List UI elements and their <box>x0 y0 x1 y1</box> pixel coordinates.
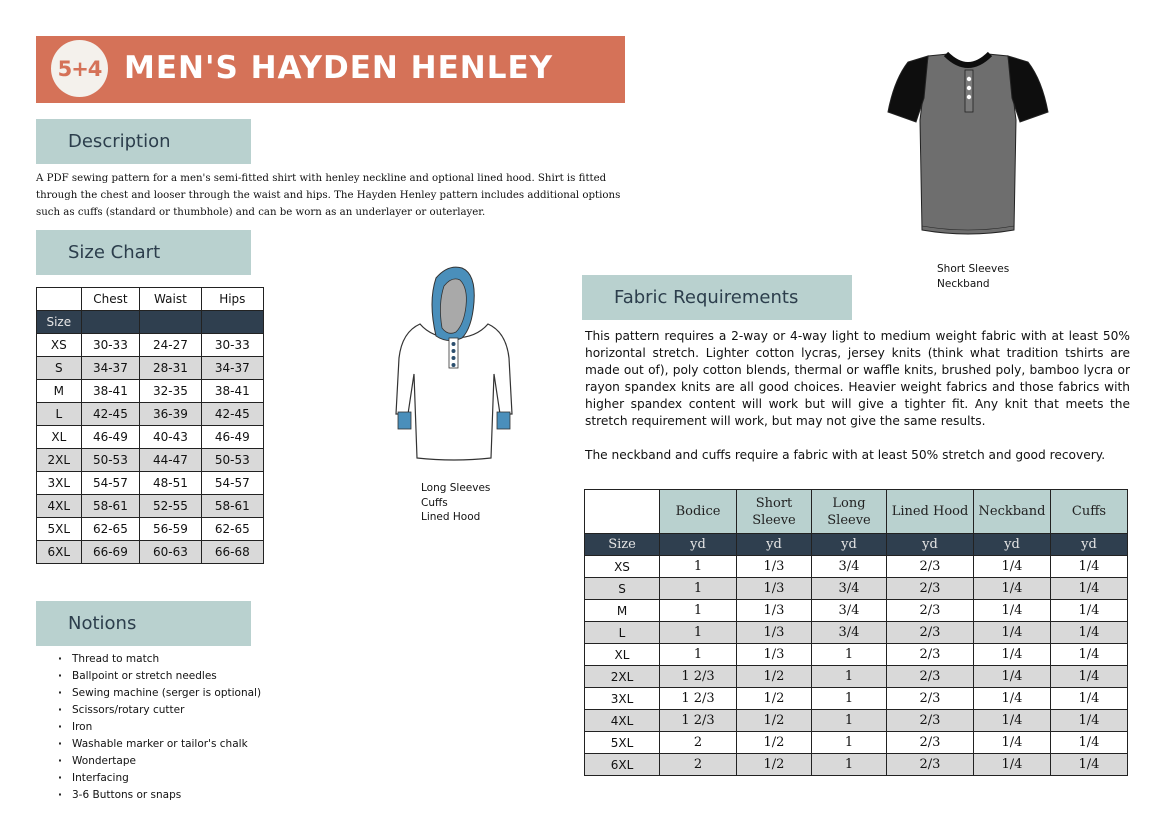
hoodie-caption-line: Lined Hood <box>421 511 481 523</box>
size-chart-row <box>37 449 264 472</box>
size-chart-cell-waist: 60-63 <box>140 541 201 564</box>
description-text: A PDF sewing pattern for a men's semi-fitted shirt with henley neckline and optional lined hood. Shirt is fitted through the chest and looser through the waist and hips. The Hayden Henley pattern includes additional options such as cuffs (standard or thumbhole) and can be worn as an underlayer or outerlayer. <box>36 173 621 218</box>
fabric-cell-value: 3/4 <box>812 578 887 600</box>
size-chart-row <box>37 334 264 357</box>
size-chart-heading-label: Size Chart <box>68 242 161 263</box>
fabric-unit-cell: yd <box>887 534 974 556</box>
size-chart-cell-hips: 34-37 <box>201 357 263 380</box>
fabric-cell-size: 2XL <box>585 666 660 688</box>
fabric-table-row <box>585 600 1128 622</box>
description-heading-label: Description <box>68 131 171 152</box>
size-chart-size-label: Size <box>37 311 82 334</box>
fabric-unit-cell: yd <box>737 534 812 556</box>
size-chart-cell-size: 4XL <box>37 495 82 518</box>
fabric-cell-size: XL <box>585 644 660 666</box>
notion-item: · Ballpoint or stretch needles <box>58 668 261 685</box>
tshirt-caption-line: Short Sleeves <box>937 263 1010 275</box>
placket-button <box>452 349 456 353</box>
tshirt-caption-line: Neckband <box>937 277 990 290</box>
fabric-cell-value: 1 <box>812 644 887 666</box>
size-chart-row <box>37 472 264 495</box>
fabric-cell-value: 2/3 <box>887 622 974 644</box>
size-chart-cell-waist: 32-35 <box>140 380 201 403</box>
fabric-cell-value: 1/3 <box>737 622 812 644</box>
fabric-cell-value: 1 <box>812 666 887 688</box>
fabric-cell-value: 1 <box>812 754 887 776</box>
fabric-cell-size: L <box>585 622 660 644</box>
fabric-table-row <box>585 578 1128 600</box>
fabric-cell-value: 1/4 <box>974 710 1051 732</box>
fabric-cell-value: 1/3 <box>737 644 812 666</box>
fabric-table-header-row <box>585 490 1128 534</box>
fabric-cell-value: 2/3 <box>887 666 974 688</box>
fabric-cell-value: 2 <box>660 754 737 776</box>
fabric-cell-value: 2/3 <box>887 754 974 776</box>
size-chart-cell-waist: 44-47 <box>140 449 201 472</box>
size-chart-cell-hips: 66-68 <box>201 541 263 564</box>
size-chart-row <box>37 357 264 380</box>
fabric-col-header: Long Sleeve <box>812 490 887 534</box>
fabric-table-row <box>585 644 1128 666</box>
fabric-col-header: Short Sleeve <box>737 490 812 534</box>
fabric-cell-value: 3/4 <box>812 556 887 578</box>
fabric-cell-value: 1/4 <box>974 578 1051 600</box>
fabric-cell-value: 1/2 <box>737 688 812 710</box>
fabric-cell-value: 1/2 <box>737 754 812 776</box>
fabric-requirements-table <box>584 489 1128 776</box>
fabric-cell-value: 1/4 <box>974 556 1051 578</box>
fabric-cell-size: 6XL <box>585 754 660 776</box>
size-chart-row <box>37 403 264 426</box>
size-chart-cell-hips: 58-61 <box>201 495 263 518</box>
notion-item: · Wondertape <box>58 753 261 770</box>
fabric-table-row <box>585 622 1128 644</box>
fabric-table-row <box>585 666 1128 688</box>
size-chart-cell-waist: 48-51 <box>140 472 201 495</box>
size-chart-corner-cell <box>37 288 82 311</box>
left-cuff <box>398 412 411 429</box>
fabric-cell-value: 1/4 <box>1051 710 1128 732</box>
fabric-description <box>585 328 1130 464</box>
fabric-heading <box>582 275 852 320</box>
fabric-cell-value: 1/4 <box>974 732 1051 754</box>
size-chart-cell-hips: 38-41 <box>201 380 263 403</box>
size-chart-col-header: Chest <box>81 288 140 311</box>
size-chart-row <box>37 541 264 564</box>
fabric-cell-value: 1/4 <box>1051 644 1128 666</box>
notion-item: · Interfacing <box>58 770 261 787</box>
fabric-cell-size: S <box>585 578 660 600</box>
fabric-col-header: Bodice <box>660 490 737 534</box>
fabric-cell-value: 2/3 <box>887 600 974 622</box>
fabric-cell-value: 1/4 <box>1051 754 1128 776</box>
size-chart-cell-size: 2XL <box>37 449 82 472</box>
size-chart-cell-waist: 36-39 <box>140 403 201 426</box>
size-chart-cell-chest: 50-53 <box>81 449 140 472</box>
size-chart-cell-hips: 42-45 <box>201 403 263 426</box>
fabric-cell-value: 2/3 <box>887 732 974 754</box>
fabric-unit-cell: yd <box>974 534 1051 556</box>
notion-item: · Washable marker or tailor's chalk <box>58 736 261 753</box>
size-chart-cell-waist: 28-31 <box>140 357 201 380</box>
size-chart-cell-size: S <box>37 357 82 380</box>
placket-button <box>452 356 456 360</box>
fabric-cell-value: 1/4 <box>1051 600 1128 622</box>
hoodie-caption-line: Cuffs <box>421 496 448 509</box>
fabric-cell-size: 3XL <box>585 688 660 710</box>
brand-logo <box>51 40 108 97</box>
size-chart-size-label-row <box>37 311 264 334</box>
fabric-cell-value: 1/2 <box>737 666 812 688</box>
fabric-cell-value: 1 <box>660 622 737 644</box>
fabric-cell-value: 3/4 <box>812 622 887 644</box>
size-chart-cell-size: XL <box>37 426 82 449</box>
fabric-cell-value: 1/2 <box>737 710 812 732</box>
size-chart-row <box>37 426 264 449</box>
size-chart-col-header: Hips <box>201 288 263 311</box>
size-chart-cell-chest: 42-45 <box>81 403 140 426</box>
fabric-table-row <box>585 732 1128 754</box>
fabric-cell-value: 1 <box>660 644 737 666</box>
fabric-cell-value: 1/3 <box>737 578 812 600</box>
placket-button <box>452 342 456 346</box>
size-chart-cell-size: M <box>37 380 82 403</box>
size-chart-empty-cell <box>201 311 263 334</box>
size-chart-row <box>37 495 264 518</box>
fabric-cell-value: 1 2/3 <box>660 666 737 688</box>
fabric-cell-value: 1 <box>812 688 887 710</box>
fabric-unit-cell: yd <box>812 534 887 556</box>
size-chart-cell-waist: 40-43 <box>140 426 201 449</box>
fabric-cell-value: 1/4 <box>1051 666 1128 688</box>
fabric-table-row <box>585 688 1128 710</box>
size-chart-header-row <box>37 288 264 311</box>
notion-item: · Iron <box>58 719 261 736</box>
fabric-cell-size: M <box>585 600 660 622</box>
fabric-cell-size: XS <box>585 556 660 578</box>
size-chart-cell-chest: 66-69 <box>81 541 140 564</box>
hoodie-caption <box>421 481 490 525</box>
notion-item: · 3-6 Buttons or snaps <box>58 787 261 804</box>
fabric-cell-value: 1/4 <box>974 688 1051 710</box>
fabric-cell-value: 2/3 <box>887 578 974 600</box>
fabric-paragraph: This pattern requires a 2-way or 4-way light to medium weight fabric with at least 50% horizontal stretch. Lighter cotton lycras, jersey knits (think what tradition tshirts are made out of), poly cotton blends, thermal or waffle knits, brushed poly, bamboo lycra or rayon spandex knits are all good choices. Heavier weight fabrics and those fabrics with higher spandex content will work but will give a tighter fit. Any knit that meets the stretch requirement will work, but may not give the same results. <box>585 329 1130 428</box>
size-chart-cell-chest: 46-49 <box>81 426 140 449</box>
fabric-cell-value: 1/3 <box>737 600 812 622</box>
fabric-size-label: Size <box>585 534 660 556</box>
fabric-cell-value: 1 <box>812 732 887 754</box>
size-chart-cell-size: 3XL <box>37 472 82 495</box>
size-chart-cell-chest: 30-33 <box>81 334 140 357</box>
size-chart-cell-waist: 52-55 <box>140 495 201 518</box>
size-chart-cell-size: L <box>37 403 82 426</box>
fabric-cell-value: 1/4 <box>1051 622 1128 644</box>
fabric-col-header: Lined Hood <box>887 490 974 534</box>
fabric-cell-value: 2/3 <box>887 710 974 732</box>
size-chart-cell-hips: 30-33 <box>201 334 263 357</box>
fabric-cell-value: 1 <box>660 556 737 578</box>
size-chart-body <box>37 311 264 564</box>
fabric-cell-value: 1 <box>812 710 887 732</box>
fabric-cell-value: 1/4 <box>974 666 1051 688</box>
fabric-cell-value: 1/4 <box>1051 556 1128 578</box>
size-chart-row <box>37 518 264 541</box>
right-cuff <box>497 412 510 429</box>
size-chart-cell-waist: 56-59 <box>140 518 201 541</box>
size-chart-cell-hips: 54-57 <box>201 472 263 495</box>
fabric-cell-value: 1/4 <box>974 644 1051 666</box>
size-chart-cell-size: XS <box>37 334 82 357</box>
fabric-cell-value: 3/4 <box>812 600 887 622</box>
size-chart-heading <box>36 230 251 275</box>
fabric-cell-value: 1/4 <box>1051 732 1128 754</box>
placket-button <box>967 95 971 99</box>
size-chart-cell-chest: 54-57 <box>81 472 140 495</box>
fabric-table-row <box>585 710 1128 732</box>
fabric-cell-value: 1 <box>660 578 737 600</box>
fabric-cell-value: 1/3 <box>737 556 812 578</box>
fabric-table-corner-cell <box>585 490 660 534</box>
notions-heading <box>36 601 251 646</box>
fabric-cell-value: 1/4 <box>974 754 1051 776</box>
size-chart-cell-hips: 50-53 <box>201 449 263 472</box>
size-chart-cell-chest: 34-37 <box>81 357 140 380</box>
fabric-cell-value: 1 2/3 <box>660 688 737 710</box>
fabric-table-body <box>585 534 1128 776</box>
notion-item: · Scissors/rotary cutter <box>58 702 261 719</box>
fabric-cell-size: 5XL <box>585 732 660 754</box>
fabric-cell-value: 1 2/3 <box>660 710 737 732</box>
fabric-paragraph: The neckband and cuffs require a fabric with at least 50% stretch and good recovery. <box>585 448 1106 462</box>
fabric-cell-value: 1/4 <box>1051 578 1128 600</box>
placket-button <box>967 77 971 81</box>
fabric-table-row <box>585 556 1128 578</box>
notion-item: · Sewing machine (serger is optional) <box>58 685 261 702</box>
fabric-cell-value: 1/4 <box>1051 688 1128 710</box>
fabric-table-row <box>585 754 1128 776</box>
fabric-cell-value: 1 <box>660 600 737 622</box>
notions-list <box>58 651 261 804</box>
hoodie-illustration <box>392 262 516 462</box>
size-chart-empty-cell <box>81 311 140 334</box>
placket-button <box>452 363 456 367</box>
fabric-heading-label: Fabric Requirements <box>614 287 799 308</box>
size-chart-cell-hips: 62-65 <box>201 518 263 541</box>
fabric-cell-value: 1/4 <box>974 622 1051 644</box>
description-heading <box>36 119 251 164</box>
size-chart-cell-size: 5XL <box>37 518 82 541</box>
size-chart-cell-size: 6XL <box>37 541 82 564</box>
fabric-cell-value: 2/3 <box>887 556 974 578</box>
size-chart-cell-hips: 46-49 <box>201 426 263 449</box>
size-chart-col-header: Waist <box>140 288 201 311</box>
fabric-unit-row <box>585 534 1128 556</box>
tshirt-illustration <box>886 50 1052 240</box>
fabric-cell-value: 1/2 <box>737 732 812 754</box>
fabric-unit-cell: yd <box>660 534 737 556</box>
fabric-col-header: Cuffs <box>1051 490 1128 534</box>
fabric-cell-value: 2 <box>660 732 737 754</box>
fabric-cell-size: 4XL <box>585 710 660 732</box>
fabric-cell-value: 1/4 <box>974 600 1051 622</box>
size-chart-cell-chest: 38-41 <box>81 380 140 403</box>
page-title: MEN'S HAYDEN HENLEY <box>124 50 554 86</box>
logo-text: 5+4 <box>57 56 102 81</box>
hoodie-caption-line: Long Sleeves <box>421 482 491 494</box>
size-chart-row <box>37 380 264 403</box>
tshirt-caption <box>937 262 1009 291</box>
fabric-cell-value: 2/3 <box>887 688 974 710</box>
size-chart-empty-cell <box>140 311 201 334</box>
size-chart-table <box>36 287 264 564</box>
placket-button <box>967 86 971 90</box>
size-chart-cell-waist: 24-27 <box>140 334 201 357</box>
fabric-unit-cell: yd <box>1051 534 1128 556</box>
size-chart-cell-chest: 58-61 <box>81 495 140 518</box>
size-chart-cell-chest: 62-65 <box>81 518 140 541</box>
henley-placket <box>965 70 973 112</box>
fabric-col-header: Neckband <box>974 490 1051 534</box>
fabric-cell-value: 2/3 <box>887 644 974 666</box>
notions-heading-label: Notions <box>68 613 137 634</box>
notion-item: · Thread to match <box>58 651 261 668</box>
title-banner <box>36 36 625 103</box>
